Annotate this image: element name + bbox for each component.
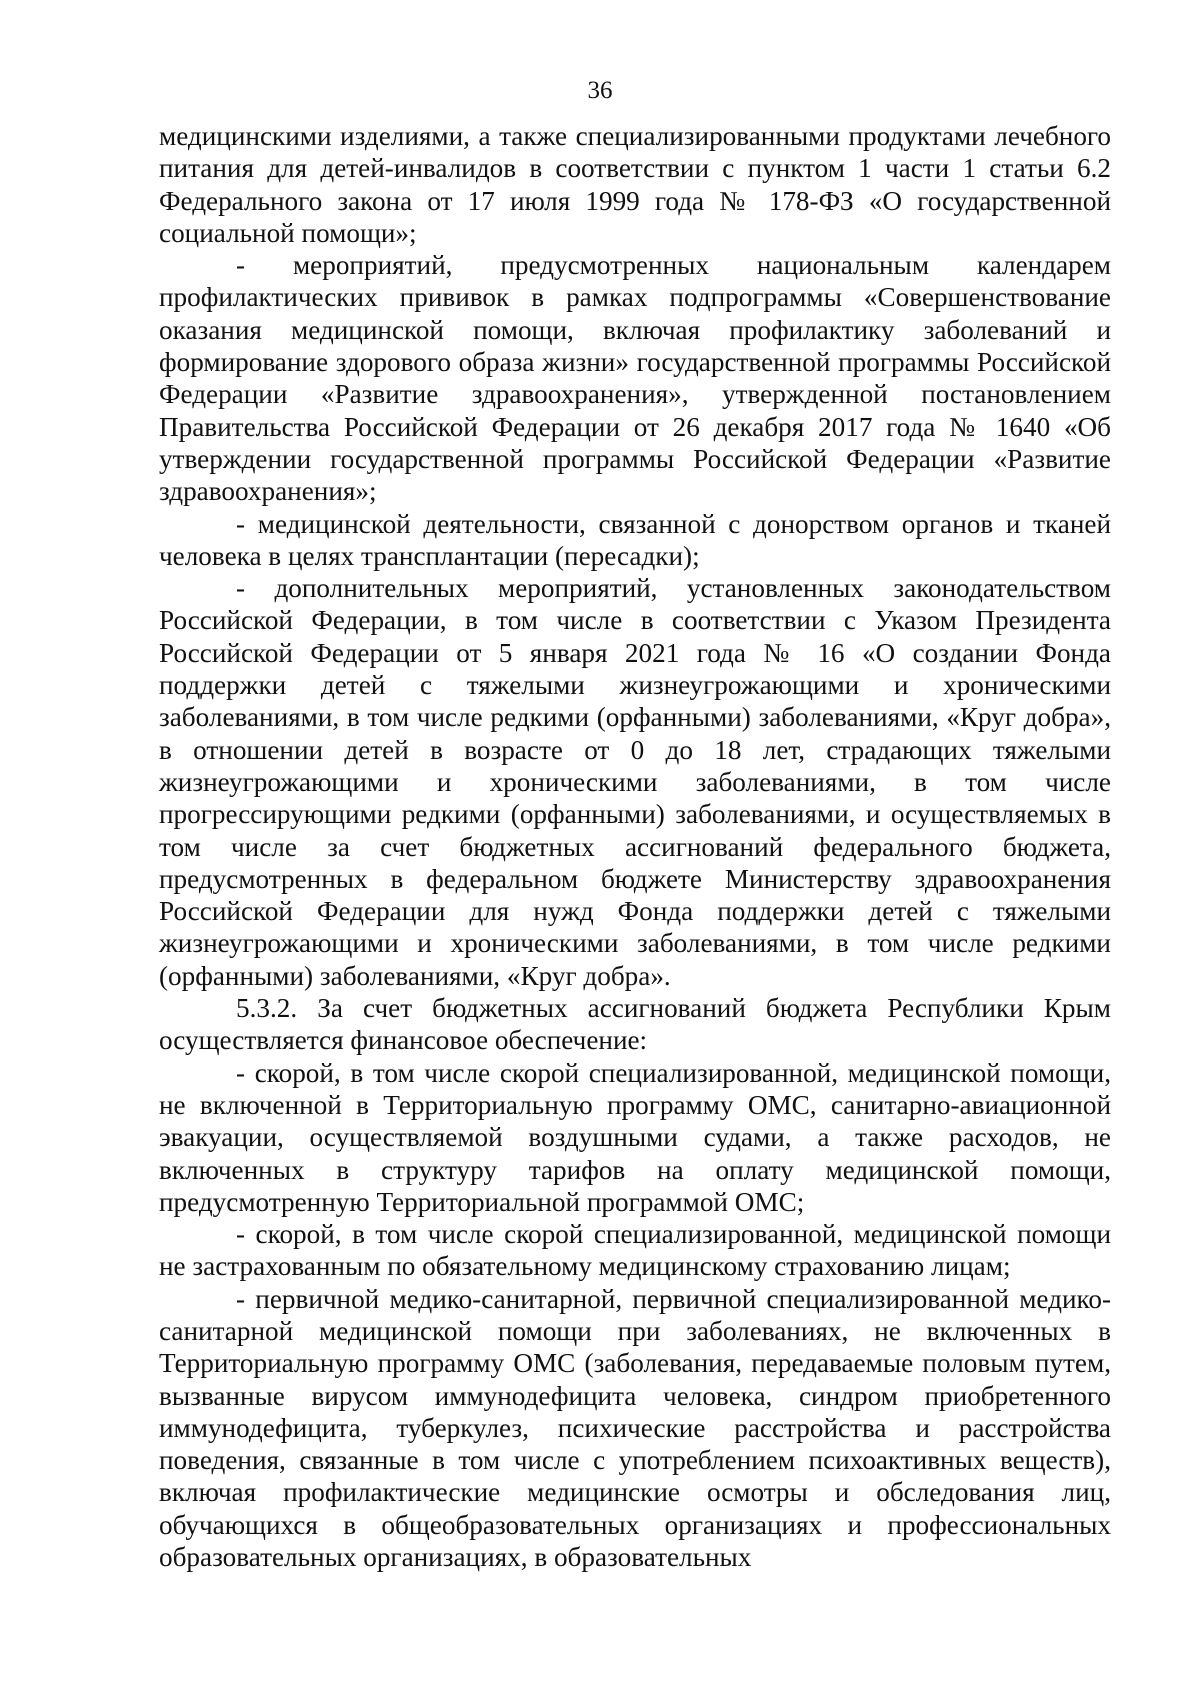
paragraph: - дополнительных мероприятий, установленных законодательством Российской Федерации, в том числе в соответствии с Указом Президента Российской Федерации от 5 января 2021 года № 16 «О создании Фонда поддержки детей с тяжелыми жизнеугрожающими и хроническими заболеваниями, в том числе редкими (орфанными) заболеваниями, «Круг добра», в отношении детей в возрасте от 0 до 18 лет, страдающих тяжелыми жизнеугрожающими и хроническими заболеваниями, в том числе прогрессирующими редкими (орфанными) заболеваниями, и осуществляемых в том числе за счет бюджетных ассигнований федерального бюджета, предусмотренных в федеральном бюджете Министерству здравоохранения Российской Федерации для нужд Фонда поддержки детей с тяжелыми жизнеугрожающими и хроническими заболеваниями, в том числе редкими (орфанными) заболеваниями, «Круг добра».: [159, 573, 1111, 991]
paragraph: медицинскими изделиями, а также специализированными продуктами лечебного питания для детей-инвалидов в соответствии с пунктом 1 части 1 статьи 6.2 Федерального закона от 17 июля 1999 года № 178-ФЗ «О государственной социальной помощи»;: [159, 121, 1111, 248]
document-body: [159, 120, 1111, 1573]
paragraph: - медицинской деятельности, связанной с донорством органов и тканей человека в целях трансплантации (пересадки);: [159, 508, 1111, 571]
paragraph: - мероприятий, предусмотренных национальным календарем профилактических прививок в рамках подпрограммы «Совершенствование оказания медицинской помощи, включая профилактику заболеваний и формирование здорового образа жизни» государственной программы Российской Федерации «Развитие здравоохранения», утвержденной постановлением Правительства Российской Федерации от 26 декабря 2017 года № 1640 «Об утверждении государственной программы Российской Федерации «Развитие здравоохранения»;: [159, 250, 1111, 507]
paragraph: - скорой, в том числе скорой специализированной, медицинской помощи, не включенной в Территориальную программу ОМС, санитарно-авиационной эвакуации, осуществляемой воздушными судами, а также расходов, не включенных в структуру тарифов на оплату медицинской помощи, предусмотренную Территориальной программой ОМС;: [159, 1057, 1111, 1217]
page-number: 36: [587, 77, 613, 104]
paragraph: - первичной медико-санитарной, первичной специализированной медико-санитарной медицинской помощи при заболеваниях, не включенных в Территориальную программу ОМС (заболевания, передаваемые половым путем, вызванные вирусом иммунодефицита человека, синдром приобретенного иммунодефицита, туберкулез, психические расстройства и расстройства поведения, связанные в том числе с употреблением психоактивных веществ), включая профилактические медицинские осмотры и обследования лиц, обучающихся в общеобразовательных организациях и профессиональных образовательных организациях, в образовательных: [159, 1283, 1111, 1573]
paragraph: - скорой, в том числе скорой специализированной, медицинской помощи не застрахованным по обязательному медицинскому страхованию лицам;: [159, 1219, 1111, 1282]
paragraph: 5.3.2. За счет бюджетных ассигнований бюджета Республики Крым осуществляется финансовое обеспечение:: [159, 993, 1111, 1056]
